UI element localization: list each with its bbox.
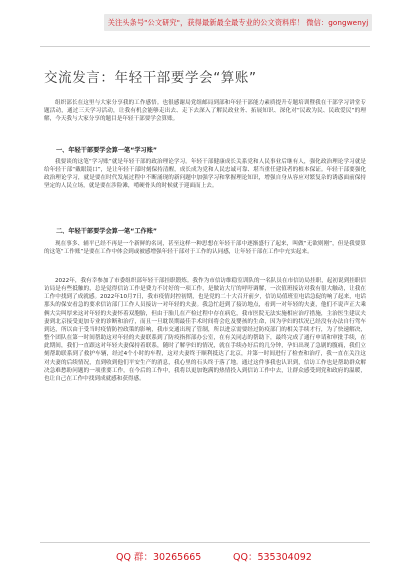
footer-qq: QQ：535304092: [233, 552, 312, 563]
intro-paragraph: 组织部长在这里与大家分享我的工作感悟。也很感谢局党组邮局到部和年轻干部能力素质提升专题培训暨我在干部学习讲堂专题活动，通过三天学习活动，让我有机会能够走出去、走下去深入了解民政业务、拓展知识、深化对“民政为民、民政爱民”的理解，今天我与大家分享的题目是年轻干部要学会算账。: [44, 100, 366, 123]
footer-qq-group: QQ 群：30265665: [116, 552, 202, 563]
section-2-paragraph: 现在事多、辅平已经不再是一个新鲜的名词，甚至这样一种思想在年轻干部中逐渐盛行了起来，叫做“无欲则刚”，但是我要算的这笔“工作账”是要在工作中体会到或被感增强年轻干部对于工作的认同感，让年轻干部在工作中充实起来。: [44, 241, 366, 256]
footer-divider: [40, 542, 370, 543]
section-2-heading: 二、年轻干部要学会算一笔“工作账”: [56, 228, 157, 235]
banner-text: 关注头条号"公文研究"，获得最新最全最专业的公文资料库！ 微信：gongwenyj: [107, 17, 369, 27]
section-1-paragraph: 我要谈的这笔“学习账”就是年轻干部的政治理论学习。年轻干部健康成长关系党和人民事业后继有人，强化政治理论学习就是给年轻干部“戴眼镜口”，是让年轻干部时刻保持清醒，成长成为党和人民忠诚可靠、堪当重任建设者的根本保证。年轻干部要强化政治理论学习，就是要在时代发展过程中不断涌现的新问题中加强学习和掌握理论知识，增强自身从容应对繁复杂的诱惑面前保持坚定的人民立场，就是要在涉险滩，啃硬骨头的时候就于迎面而上去。: [44, 159, 366, 190]
top-banner: [104, 14, 372, 31]
header-divider: [40, 46, 370, 47]
section-2-story-paragraph: 2022年，我有幸参加了市委组织部年轻干部挂职锻炼。我作为市信访维稳室训队的一名队员在市信访局挂职，起初说到挂职信访局是有些抵触的，总是觉得信访工作是费力不讨好的一项工作，是做访大厅的呼吁调解，一次值班接访对我有很大触动，让我在工作中找到了成就感。2022年10月7日，我市疫情封控初期，也是党的二十大召开前夕，信访局值班室电话急促的响了起来，电话那头的保安看急的要求信访部门工作人员接访一对年轻的夫妻。我急忙赶到了接访地点，看到一对年轻的夫妻，他们不说声正大乘俩大尖叫厚来这对年轻的夫妻怀着双胞胎，但由于胎儿在产检过程中存在病危，我市医院无法实施相应治疗措施，主治医生建议夫妻到北京接受更加专业的诊断和治疗，而且一旦耽误期最佳手术时间将会危及婴孩的生命，因为孕妇的状况已经没有办法自行驾车到达，所以由于受当时疫情防控政策的影响，我市交通出现了管制，所以进京需要经过防疫部门的相关手续才行，为了快速解决，整个团队在第一时间帮助这对年轻的夫妻联系到了防疫指挥部办公室，在有关同志的帮助下，最终完成了通行申请和审批手续，在此期间，我们一直跟这对年轻夫妻保持着联系，随时了解孕妇的情况，就在手续办好后的几分钟，孕妇出现了急剧的腹痛，我们立刻帮助联系到了救护车辆，经过4个小时的车程，这对夫妻终于顺利抵达了北京，并第一时间进行了检查和治疗，我一直在关注这对夫妻的后续情况，直到收到他们平安生产的消息，我心里的石头终于落了地。通过这件事我也认识到，信访工作也是帮助群众解决急难愁盼问题的一项重要工作，在今后的工作中，我将以更加饱满的热情投入到信访工作中去，让群众感受到党和政府的温暖，也让自己在工作中找到成就感和获得感。: [44, 278, 366, 382]
section-1-heading: 一、年轻干部要学会算一笔“学习账”: [56, 147, 157, 154]
page-title: 交流发言：年轻干部要学会“算账”: [44, 70, 257, 86]
